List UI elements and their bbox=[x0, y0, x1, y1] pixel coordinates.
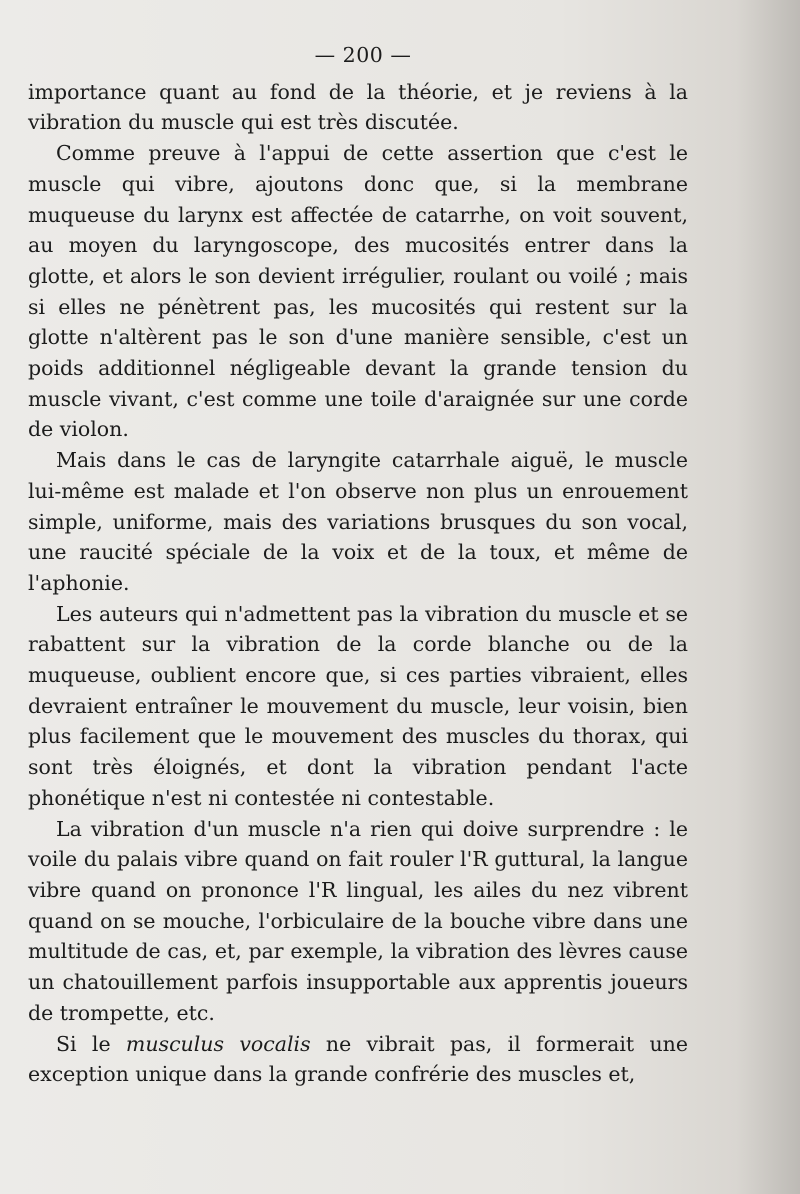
paragraph-laryngoscope: Comme preuve à l'appui de cette assertion que c'est le muscle qui vibre, ajoutons donc que, si la membrane muqueuse du larynx est affectée de catarrhe, on voit souvent, au moyen du laryngoscope, des mucosités entrer dans la glotte, et alors le son devient irrégulier, roulant ou voilé ; mais si elles ne pénètrent pas, les mucosités qui restent sur la glotte n'altèrent pas le son d'une manière sensible, c'est un poids additionnel négligeable devant la grande tension du muscle vivant, c'est comme une toile d'araignée sur une corde de violon. bbox=[28, 141, 688, 442]
paragraph-musculus-vocalis bbox=[28, 1029, 688, 1090]
italic-term: musculus vocalis bbox=[125, 1031, 311, 1056]
page-text bbox=[28, 40, 688, 1090]
paragraph-continuation: importance quant au fond de la théorie, et je reviens à la vibration du muscle qui est très discutée. bbox=[28, 79, 688, 135]
paragraph-authors: Les auteurs qui n'admettent pas la vibration du muscle et se rabattent sur la vibration de la corde blanche ou de la muqueuse, oublient encore que, si ces parties vibraient, elles devraient entraîner le mouvement du muscle, leur voisin, bien plus facilement que le mouvement des muscles du thorax, qui sont très éloignés, et dont la vibration pendant l'acte phonétique n'est ni contestée ni contestable. bbox=[28, 601, 688, 810]
paragraph-muscle-vibration: La vibration d'un muscle n'a rien qui doive surprendre : le voile du palais vibre quand on fait rouler l'R guttural, la langue vibre quand on prononce l'R lingual, les ailes du nez vibrent quand on se mouche, l'orbiculaire de la bouche vibre dans une multitude de cas, et, par exemple, la vibration des lèvres cause un chatouillement parfois insupportable aux apprentis joueurs de trompette, etc. bbox=[28, 816, 688, 1025]
paragraph-laryngitis: Mais dans le cas de laryngite catarrhale aiguë, le muscle lui-même est malade et l'on observe non plus un enrouement simple, uniforme, mais des variations brusques du son vocal, une raucité spéciale de la voix et de la toux, et même de l'aphonie. bbox=[28, 448, 688, 595]
paragraph-text-after: ne vibrait pas, il formerait une exception unique dans la grande confrérie des muscles et, bbox=[28, 1031, 688, 1087]
paragraph-text-before: Si le bbox=[56, 1031, 111, 1056]
page-number: — 200 — bbox=[314, 43, 412, 67]
